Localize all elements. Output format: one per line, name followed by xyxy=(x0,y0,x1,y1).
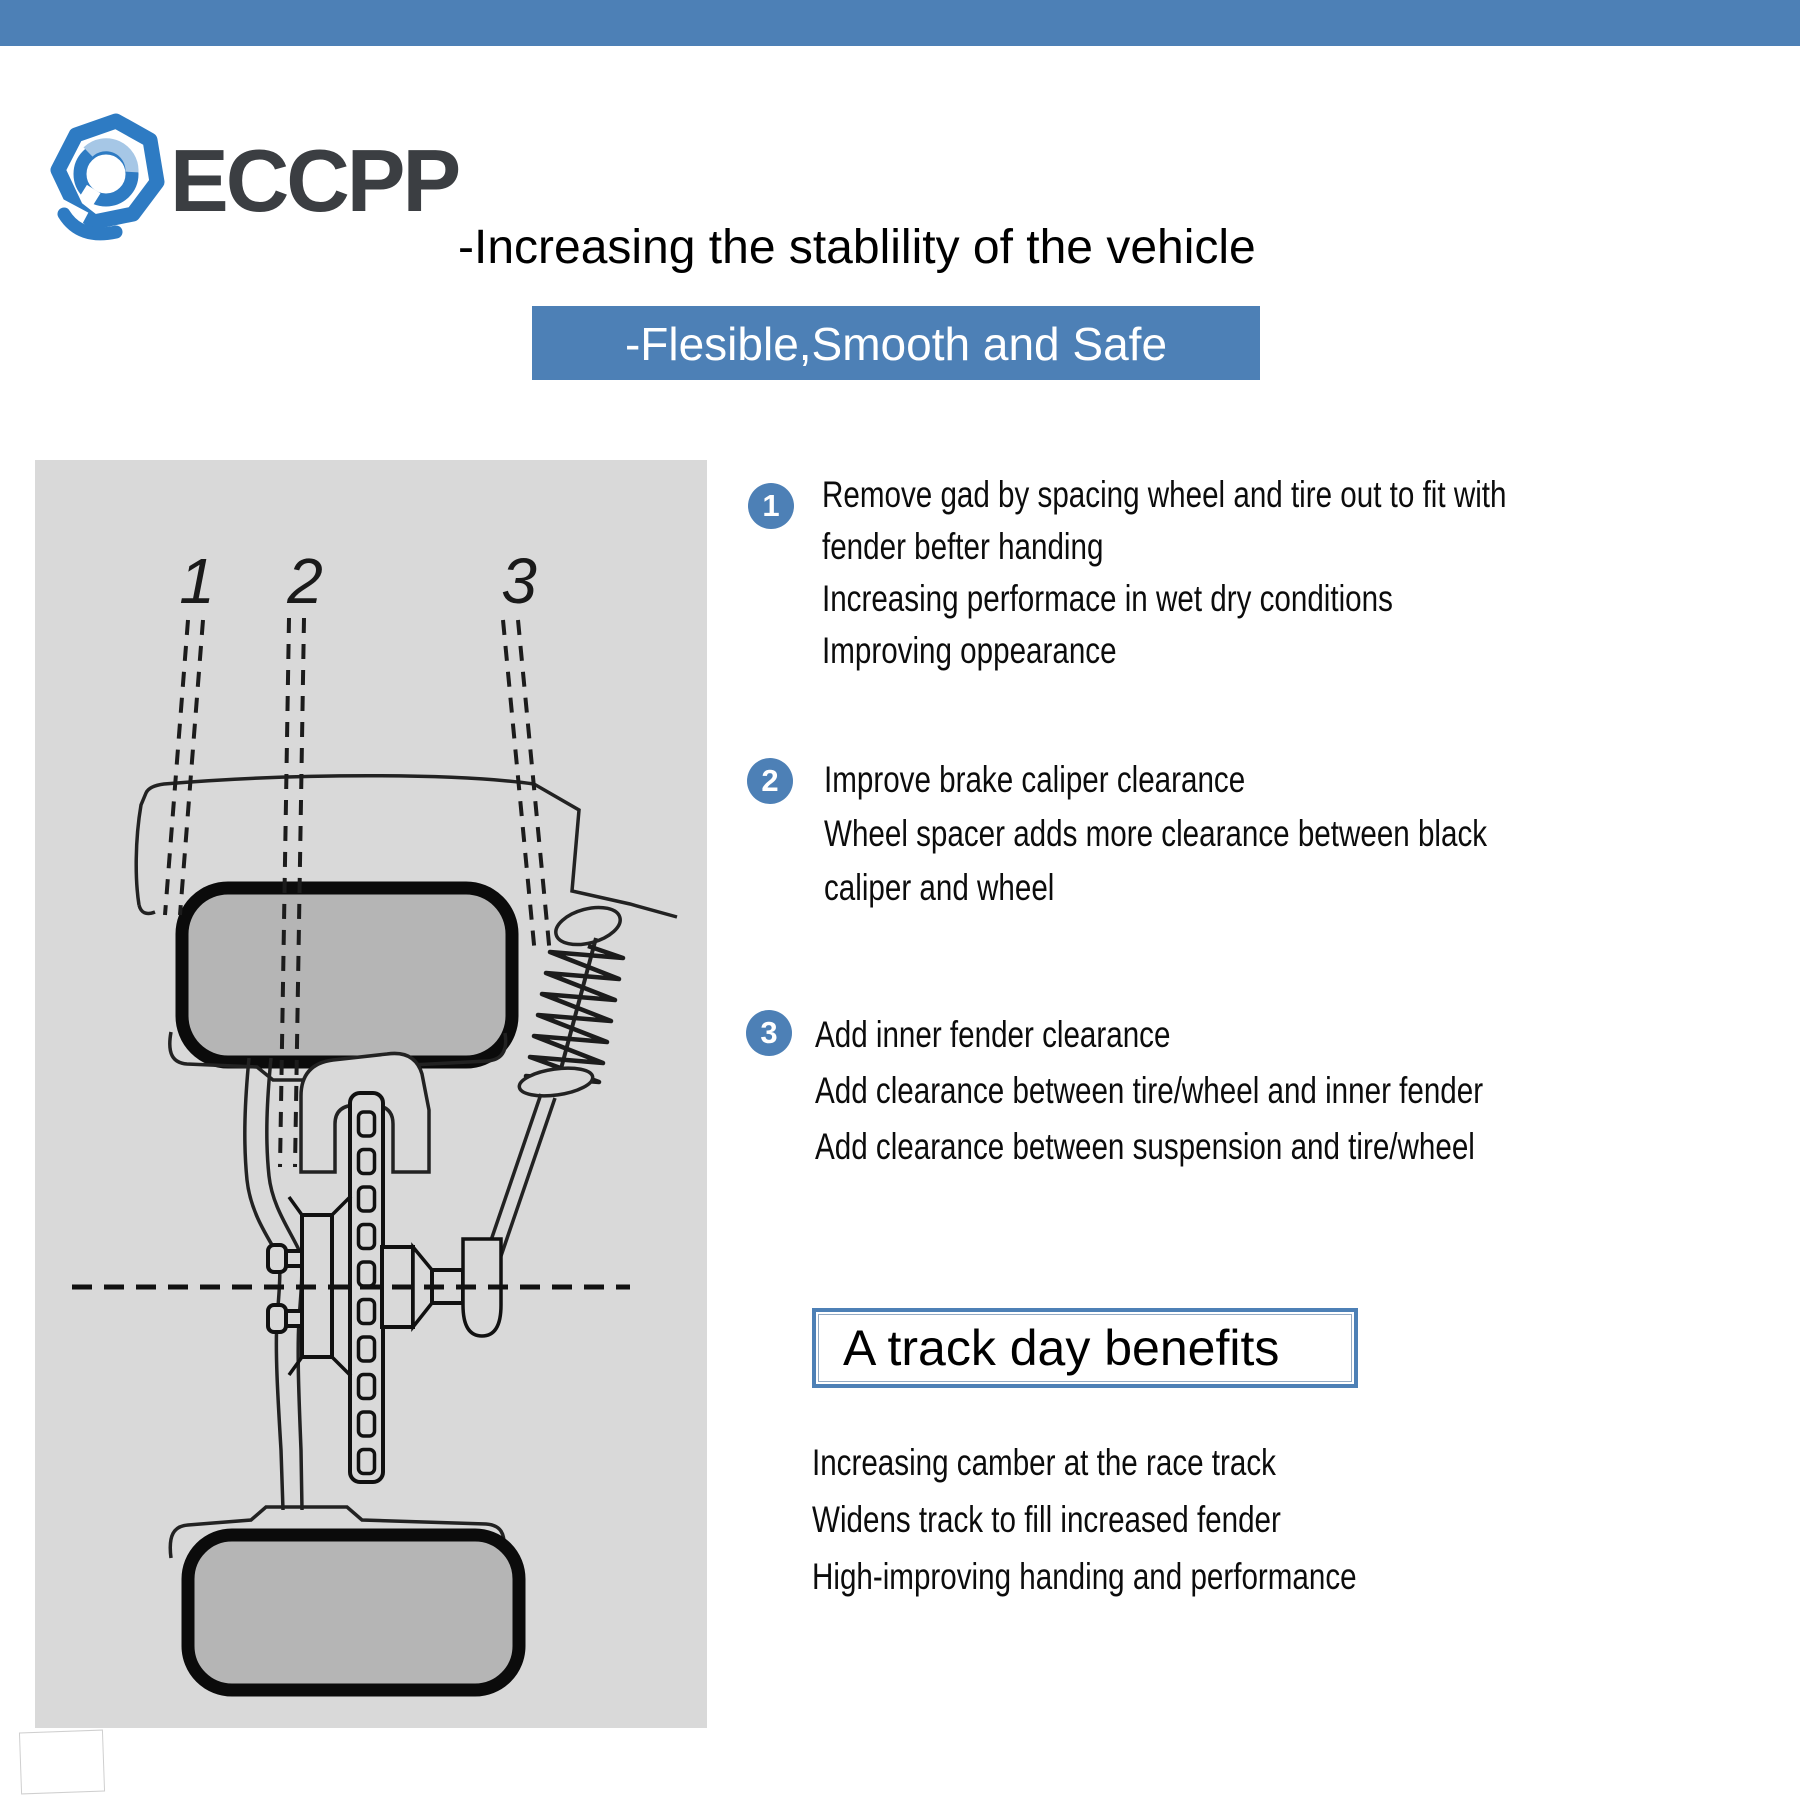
benefits-line-2: Widens track to fill increased fender xyxy=(812,1499,1281,1540)
point-1-line-1: Remove gad by spacing wheel and tire out to fit with xyxy=(822,474,1507,515)
point-1-line-4: Improving oppearance xyxy=(822,630,1117,671)
benefits-text xyxy=(812,1434,1357,1605)
point-2-line-1: Improve brake caliper clearance xyxy=(824,759,1246,800)
point-3-line-3: Add clearance between suspension and tire/wheel xyxy=(815,1126,1475,1167)
benefits-title: A track day benefits xyxy=(818,1314,1352,1382)
diagram-label-1: 1 xyxy=(179,545,215,617)
subtitle-banner: -Flesible,Smooth and Safe xyxy=(532,306,1260,380)
benefits-line-3: High-improving handing and performance xyxy=(812,1556,1357,1597)
knuckle xyxy=(245,1058,283,1510)
point-1-number: 1 xyxy=(762,488,780,523)
point-3-line-2: Add clearance between tire/wheel and inner fender xyxy=(815,1070,1484,1111)
control-arm xyxy=(487,1094,541,1252)
point-3-line-1: Add inner fender clearance xyxy=(815,1014,1171,1055)
diagram-panel xyxy=(35,460,707,1728)
point-2-line-3: caliper and wheel xyxy=(824,867,1055,908)
point-3-badge xyxy=(746,1010,792,1056)
corner-notch xyxy=(19,1730,105,1795)
benefits-box xyxy=(812,1308,1358,1388)
benefits-line-1: Increasing camber at the race track xyxy=(812,1442,1276,1483)
point-1-text xyxy=(822,469,1506,677)
lower-tire xyxy=(188,1535,519,1690)
point-1-line-3: Increasing performace in wet dry conditions xyxy=(822,578,1393,619)
point-2-line-2: Wheel spacer adds more clearance between black xyxy=(824,813,1488,854)
point-1-line-2: fender befter handing xyxy=(822,526,1104,567)
point-2-badge xyxy=(747,758,793,804)
top-bar xyxy=(0,0,1800,46)
point-3-number: 3 xyxy=(760,1015,778,1050)
brand-logo-icon xyxy=(36,108,168,248)
spring-perch xyxy=(518,1064,595,1100)
spring-bump-stop xyxy=(552,901,625,951)
upper-tire xyxy=(182,888,512,1062)
page-title: -Increasing the stablility of the vehicle xyxy=(458,221,1256,274)
point-2-text xyxy=(824,753,1487,915)
diagram-label-3: 3 xyxy=(501,545,537,617)
brand-name: ECCPP xyxy=(170,131,459,230)
point-3-text xyxy=(815,1007,1483,1175)
brand-logo xyxy=(36,108,506,248)
point-1-badge xyxy=(748,483,794,529)
suspension-diagram xyxy=(35,460,707,1728)
diagram-label-2: 2 xyxy=(287,545,323,617)
point-2-number: 2 xyxy=(761,763,779,798)
